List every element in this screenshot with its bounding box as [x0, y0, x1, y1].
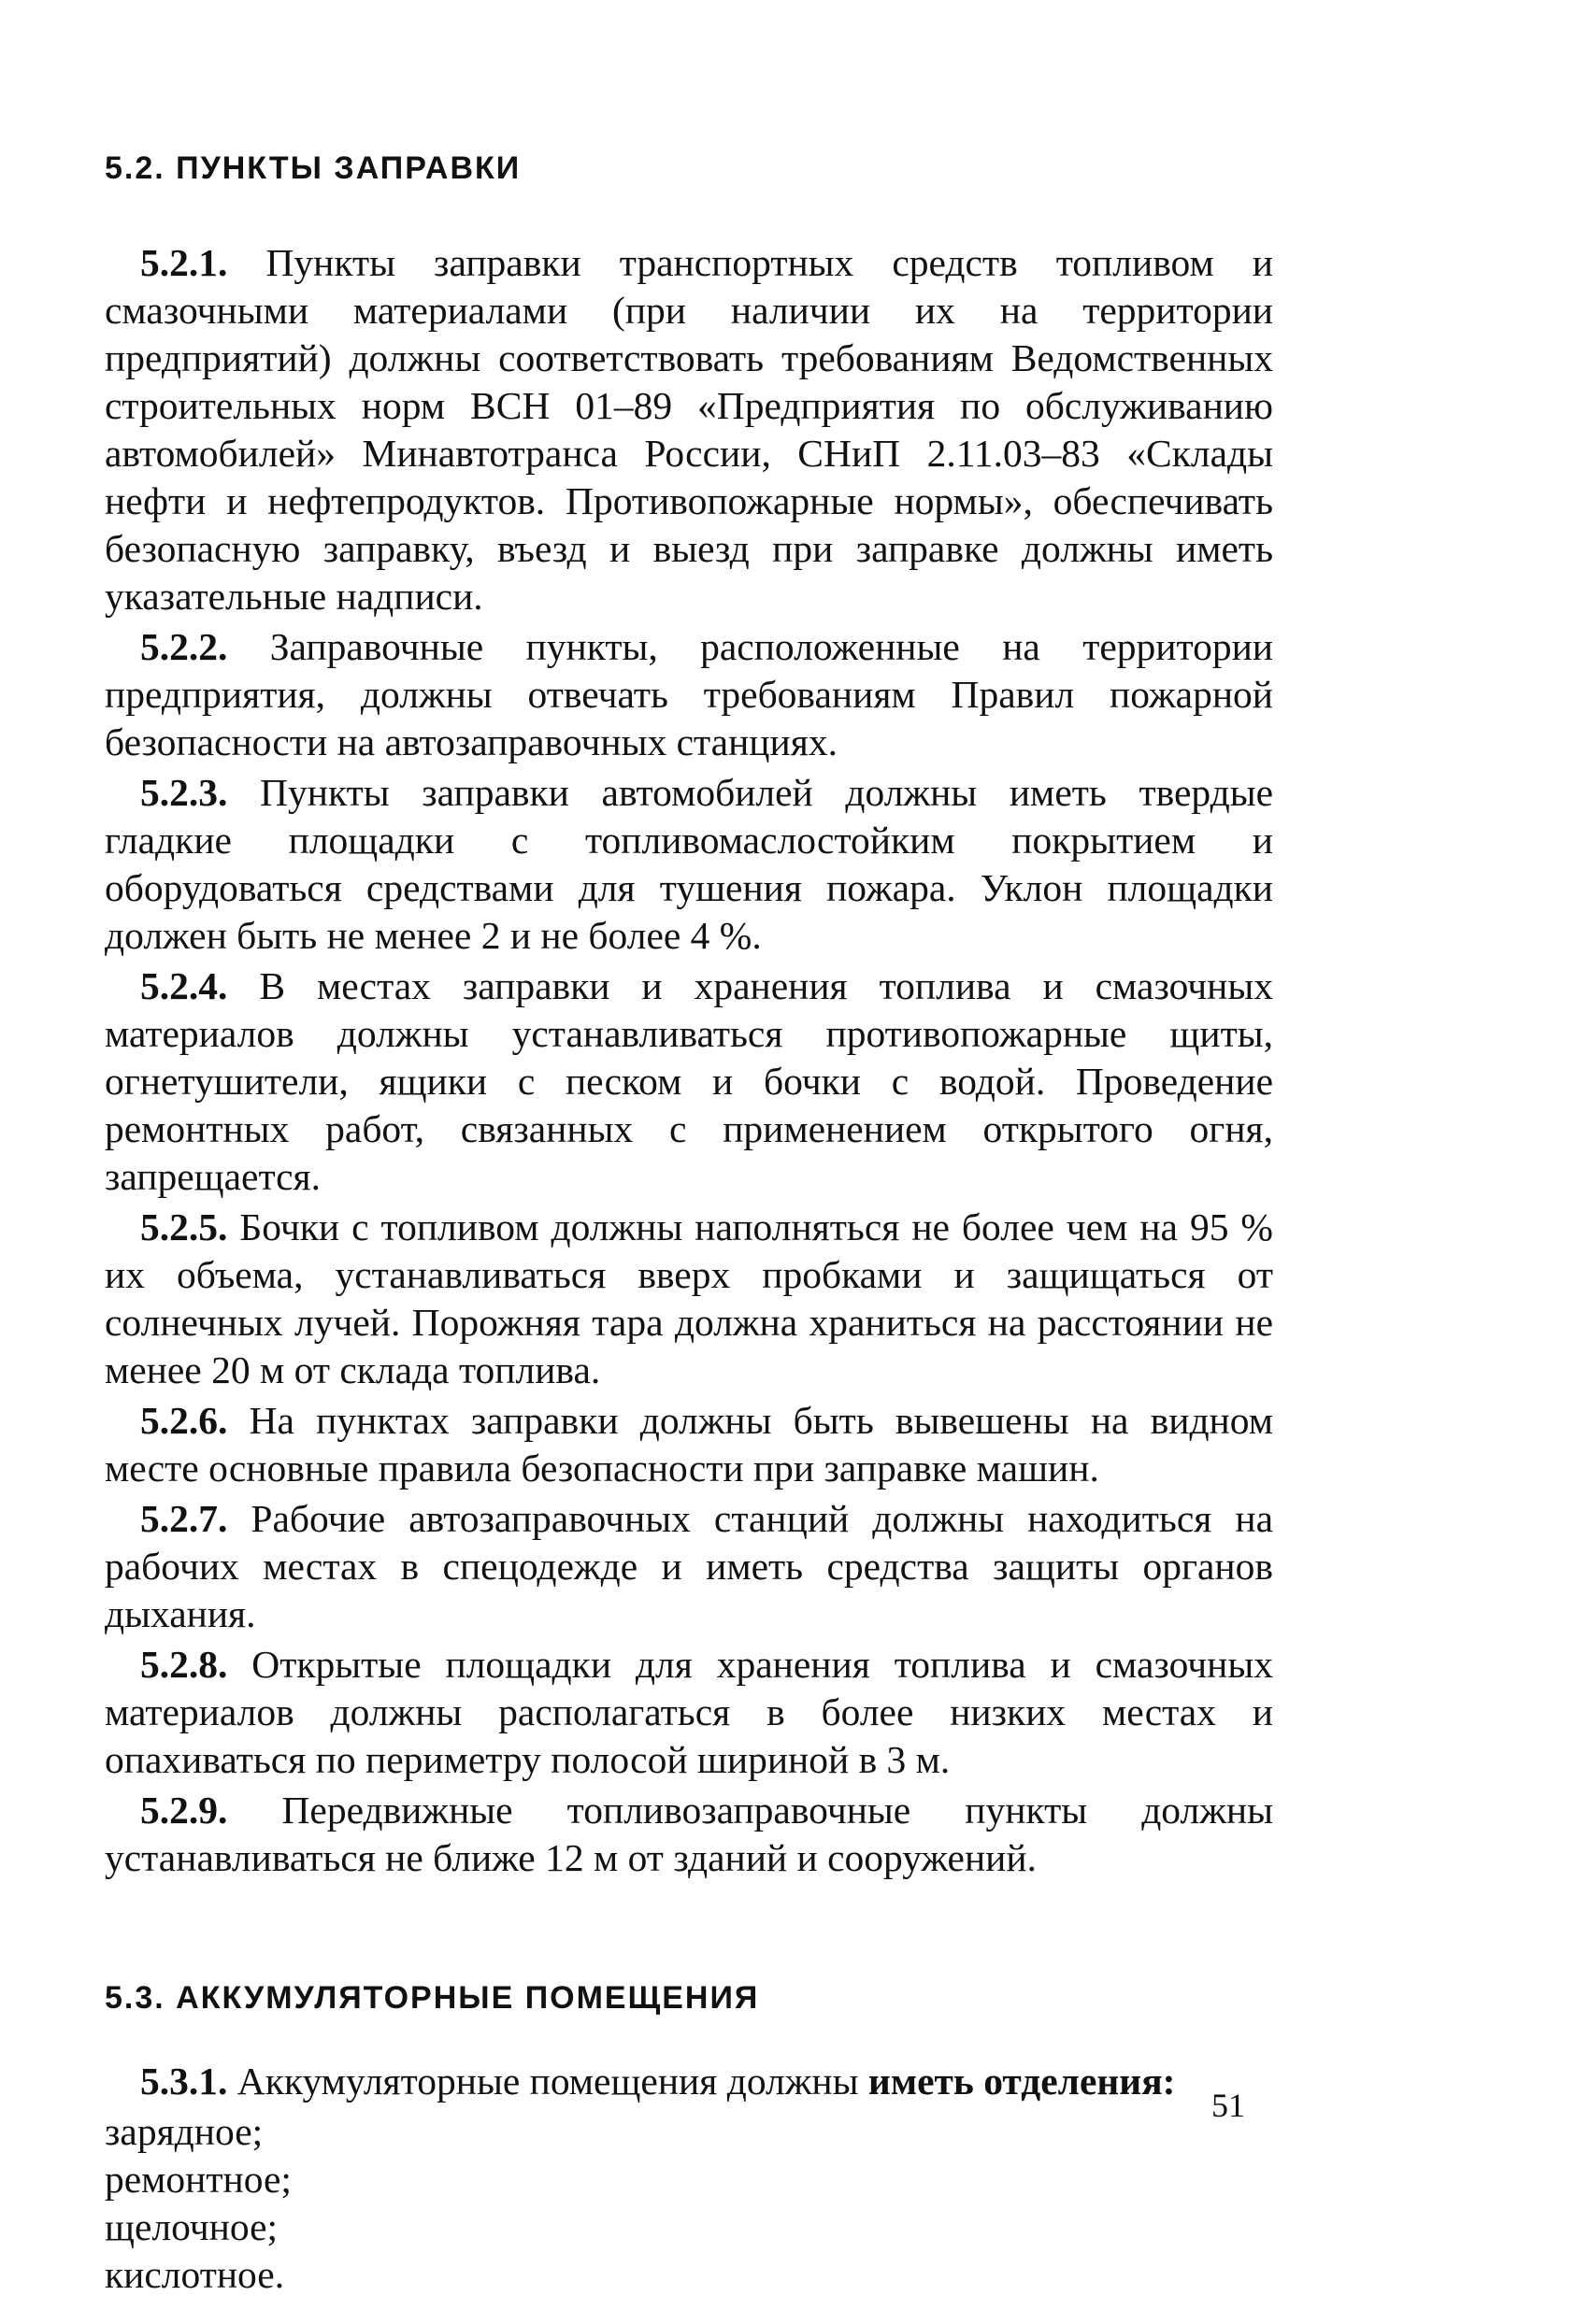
- paragraph-5-2-6: [105, 1397, 1273, 1492]
- page-number: 51: [1211, 2087, 1245, 2124]
- paragraph-5-2-4: [105, 962, 1273, 1201]
- paragraph-5-2-2: [105, 623, 1273, 766]
- paragraph-5-3-1: [105, 2058, 1273, 2105]
- paragraph-text: В местах заправки и хранения топлива и смазочных материалов должны устанавливаться противопожарные щиты, огнетушители, ящики с песком и бочки с водой. Проведение ремонтных работ, связанных с применением открытого огня, запрещается.: [105, 964, 1273, 1198]
- paragraph-text: Заправочные пункты, расположенные на территории предприятия, должны отвечать требованиям Правил пожарной безопасности на автозаправочных станциях.: [105, 625, 1273, 763]
- paragraph-number: 5.2.4.: [140, 964, 228, 1007]
- paragraph-number: 5.2.3.: [140, 771, 228, 814]
- list-item-charging: зарядное;: [105, 2110, 264, 2153]
- paragraph-text: Передвижные топливозаправочные пункты должны устанавливаться не ближе 12 м от зданий и сооружений.: [105, 1789, 1273, 1879]
- paragraph-number: 5.2.7.: [140, 1497, 228, 1540]
- paragraph-5-2-3: [105, 769, 1273, 960]
- section-heading-5-3: 5.3. АККУМУЛЯТОРНЫЕ ПОМЕЩЕНИЯ: [105, 1980, 760, 2016]
- paragraph-text: Аккумуляторные помещения должны: [227, 2060, 868, 2103]
- paragraph-5-2-7: [105, 1495, 1273, 1638]
- list-item-acid: кислотное.: [105, 2253, 285, 2296]
- paragraph-text: Рабочие автозаправочных станций должны находиться на рабочих местах в спецодежде и иметь средства защиты органов дыхания.: [105, 1497, 1273, 1635]
- page-body: [105, 150, 1273, 2299]
- paragraph-text: Пункты заправки автомобилей должны иметь твердые гладкие площадки с топливомаслостойким покрытием и оборудоваться средствами для тушения пожара. Уклон площадки должен быть не менее 2 и не более 4 %.: [105, 771, 1273, 957]
- paragraph-text: Пункты заправки транспортных средств топливом и смазочными материалами (при наличии их на территории предприятий) должны соответствовать требованиям Ведомственных строительных норм ВСН 01–89 «Предприятия по обслуживанию автомобилей» Минавтотранса России, СНиП 2.11.03–83 «Склады нефти и нефтепродуктов. Противопожарные нормы», обеспечивать безопасную заправку, въезд и выезд при заправке должны иметь указательные надписи.: [105, 241, 1273, 618]
- paragraph-text: Открытые площадки для хранения топлива и смазочных материалов должны располагаться в более низких местах и опахиваться по периметру полосой шириной в 3 м.: [105, 1643, 1273, 1781]
- list-item-alkaline: щелочное;: [105, 2205, 279, 2248]
- paragraph-number: 5.2.1.: [140, 241, 228, 284]
- paragraph-5-2-1: [105, 239, 1273, 620]
- paragraph-number: 5.3.1.: [140, 2060, 228, 2103]
- paragraph-5-2-9: [105, 1787, 1273, 1882]
- paragraph-number: 5.2.5.: [140, 1205, 228, 1248]
- paragraph-number: 5.2.8.: [140, 1643, 228, 1686]
- list-item-repair: ремонтное;: [105, 2158, 292, 2201]
- section-heading-5-2: 5.2. ПУНКТЫ ЗАПРАВКИ: [105, 150, 522, 186]
- paragraph-text: На пунктах заправки должны быть вывешены на видном месте основные правила безопасности при заправке машин.: [105, 1399, 1273, 1490]
- paragraph-number: 5.2.6.: [140, 1399, 228, 1442]
- paragraph-text: Бочки с топливом должны наполняться не более чем на 95 % их объема, устанавливаться вверх пробками и защищаться от солнечных лучей. Порожняя тара должна храниться на расстоянии не менее 20 м от склада топлива.: [105, 1205, 1273, 1391]
- paragraph-bold-text: иметь отделения:: [867, 2060, 1176, 2103]
- paragraph-5-2-5: [105, 1204, 1273, 1394]
- paragraph-number: 5.2.9.: [140, 1789, 228, 1832]
- paragraph-number: 5.2.2.: [140, 625, 228, 668]
- paragraph-5-2-8: [105, 1641, 1273, 1784]
